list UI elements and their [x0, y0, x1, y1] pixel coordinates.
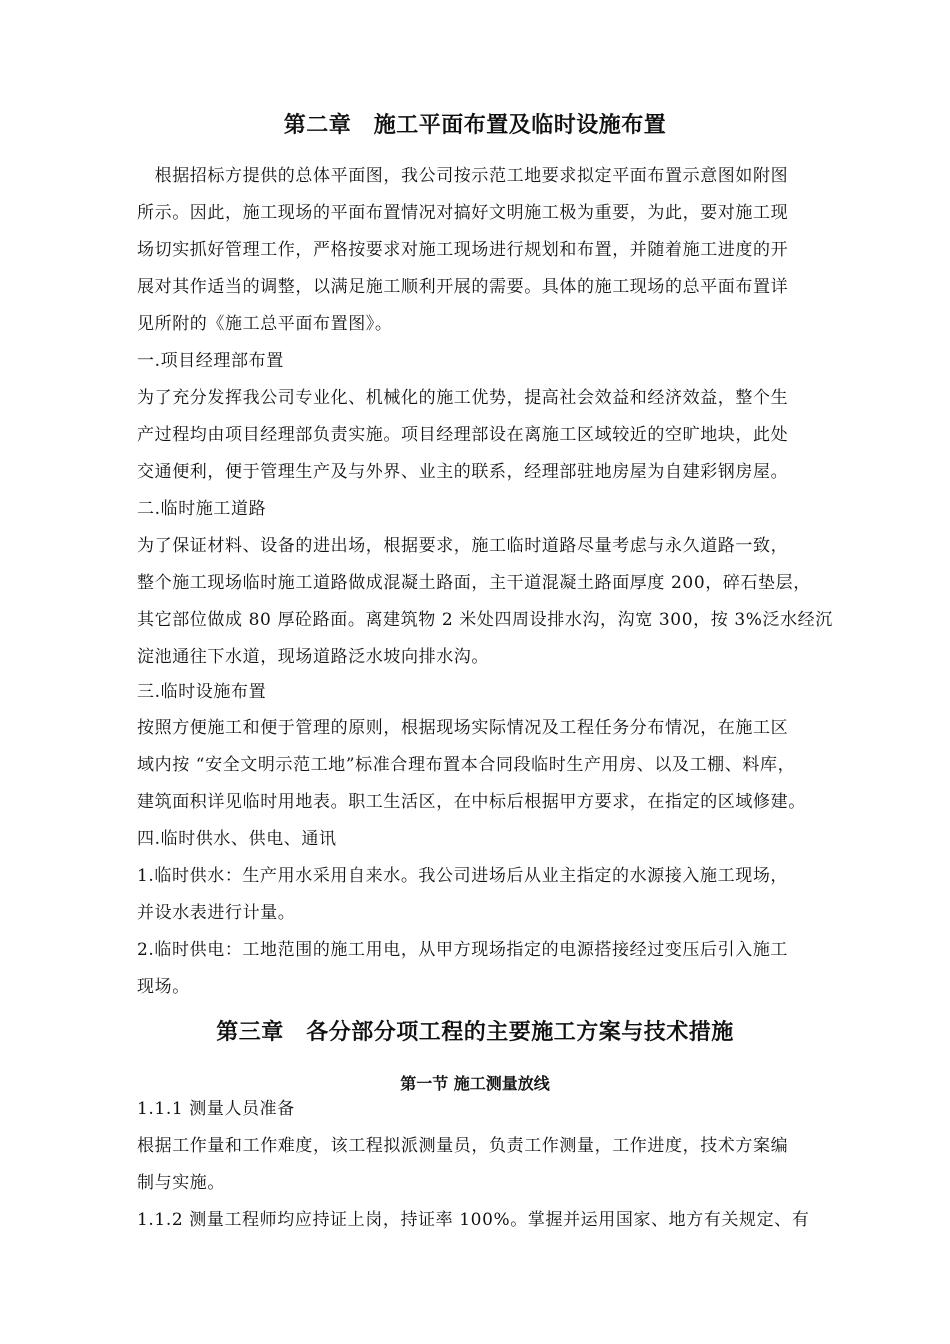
- paragraph-line: 1.1.2 测量工程师均应持证上岗，持证率 100%。掌握并运用国家、地方有关规定、有: [137, 1210, 810, 1230]
- paragraph-line: 域内按 “安全文明示范工地”标准合理布置本合同段临时生产用房、以及工棚、料库，: [137, 755, 796, 775]
- paragraph-line: 建筑面积详见临时用地表。职工生活区，在中标后根据甲方要求，在指定的区域修建。: [137, 792, 806, 812]
- paragraph-line: 见所附的《施工总平面布置图》。: [137, 314, 393, 334]
- paragraph-line: 根据招标方提供的总体平面图，我公司按示范工地要求拟定平面布置示意图如附图: [137, 166, 789, 186]
- paragraph-line: 淀池通往下水道，现场道路泛水坡向排水沟。: [137, 647, 489, 667]
- paragraph-line: 制与实施。: [137, 1173, 225, 1193]
- paragraph-line: 并设水表进行计量。: [137, 903, 296, 923]
- paragraph-line: 现场。: [137, 977, 190, 997]
- section-heading-4: 四.临时供水、供电、通讯: [137, 829, 337, 849]
- section-heading-3: 三.临时设施布置: [137, 682, 267, 702]
- section-1-title: 第一节 施工测量放线: [400, 1074, 550, 1093]
- paragraph-line: 其它部位做成 80 厚砼路面。离建筑物 2 米处四周设排水沟，沟宽 300，按 3%泛水经沉: [137, 610, 833, 630]
- paragraph-line: 根据工作量和工作难度，该工程拟派测量员，负责工作测量，工作进度，技术方案编: [137, 1136, 789, 1156]
- paragraph-line: 按照方便施工和便于管理的原则，根据现场实际情况及工程任务分布情况，在施工区: [137, 718, 789, 738]
- paragraph-line: 产过程均由项目经理部负责实施。项目经理部设在离施工区域较近的空旷地块，此处: [137, 425, 789, 445]
- paragraph-line: 2.临时供电：工地范围的施工用电，从甲方现场指定的电源搭接经过变压后引入施工: [137, 940, 789, 960]
- paragraph-line: 为了充分发挥我公司专业化、机械化的施工优势，提高社会效益和经济效益，整个生: [137, 388, 789, 408]
- paragraph-line: 整个施工现场临时施工道路做成混凝土路面，主干道混凝土路面厚度 200，碎石垫层，: [137, 573, 811, 593]
- paragraph-line: 1.临时供水：生产用水采用自来水。我公司进场后从业主指定的水源接入施工现场，: [137, 866, 789, 886]
- paragraph-line: 为了保证材料、设备的进出场，根据要求，施工临时道路尽量考虑与永久道路一致，: [137, 536, 789, 556]
- section-heading-2: 二.临时施工道路: [137, 499, 267, 519]
- paragraph-line: 交通便利，便于管理生产及与外界、业主的联系，经理部驻地房屋为自建彩钢房屋。: [137, 462, 789, 482]
- chapter-3-title: 第三章 各分部分项工程的主要施工方案与技术措施: [216, 1020, 734, 1045]
- paragraph-line: 场切实抓好管理工作，严格按要求对施工现场进行规划和布置，并随着施工进度的开: [137, 240, 789, 260]
- subsection-heading: 1.1.1 测量人员准备: [137, 1099, 295, 1119]
- section-heading-1: 一.项目经理部布置: [137, 351, 284, 371]
- paragraph-line: 展对其作适当的调整，以满足施工顺利开展的需要。具体的施工现场的总平面布置详: [137, 277, 789, 297]
- chapter-2-title: 第二章 施工平面布置及临时设施布置: [283, 113, 667, 138]
- paragraph-line: 所示。因此，施工现场的平面布置情况对搞好文明施工极为重要，为此，要对施工现: [137, 203, 789, 223]
